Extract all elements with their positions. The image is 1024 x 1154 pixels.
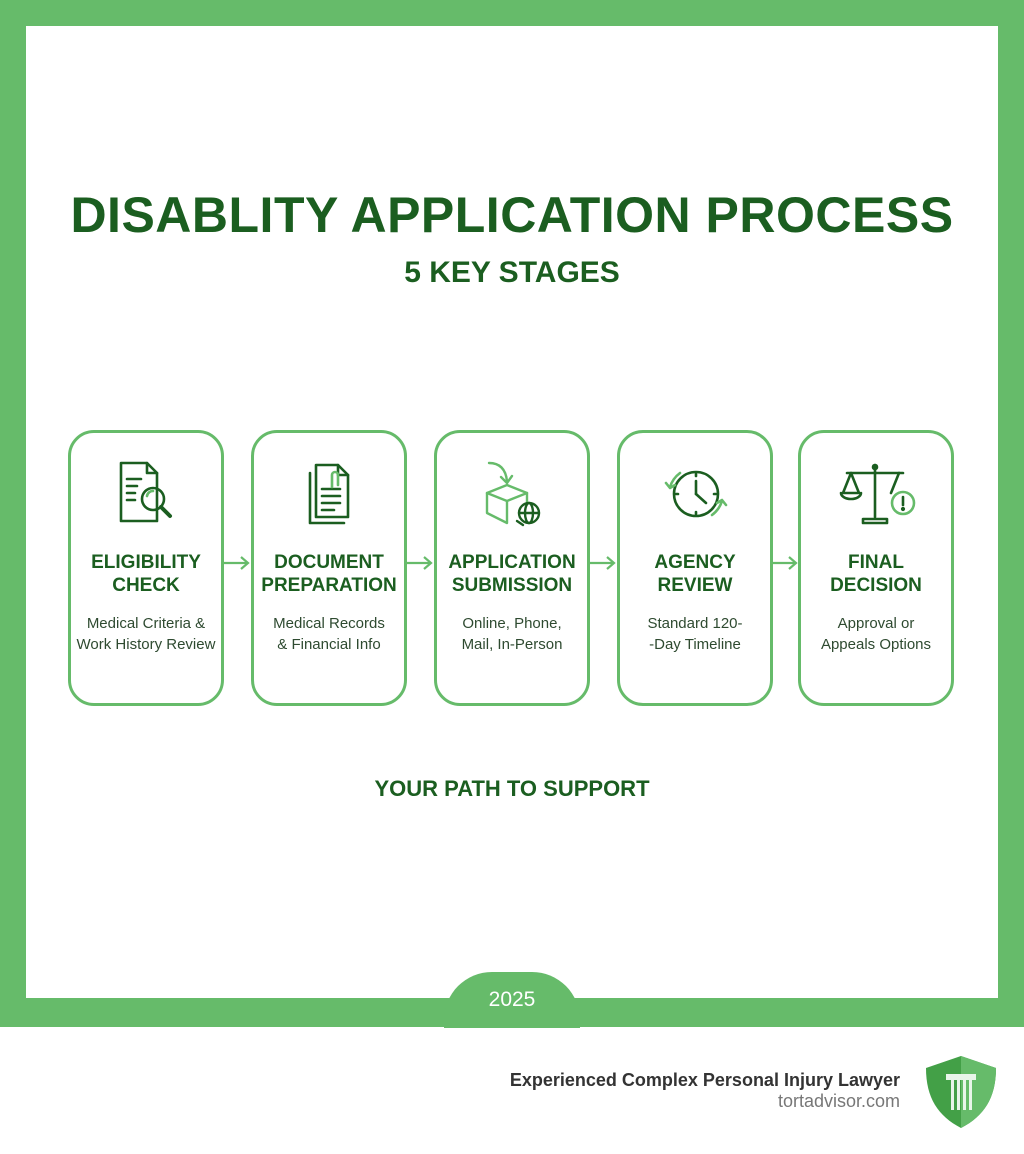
stage-description: Standard 120- -Day Timeline [647,615,743,653]
stage-card-eligibility [68,430,224,706]
tagline: YOUR PATH TO SUPPORT [374,776,650,801]
year-label: 2025 [488,988,536,1011]
footer-headline: Experienced Complex Personal Injury Lawyer [509,1070,900,1090]
scales-alert-icon [837,459,917,529]
stage-name: FINAL DECISION [830,552,922,596]
footer-site-link[interactable]: tortadvisor.com [777,1091,900,1111]
arrow-right-icon [222,555,250,571]
stage-card-submission [434,430,590,706]
stage-description: Medical Criteria & Work History Review [76,615,216,653]
document-magnifier-icon [107,459,187,529]
arrow-right-icon [588,555,616,571]
stage-card-review [617,430,773,706]
box-globe-arrow-icon [473,459,553,529]
page-title: DISABLITY APPLICATION PROCESS [70,187,954,243]
clock-cycle-icon [656,459,736,529]
stage-name: APPLICATION SUBMISSION [448,552,576,596]
arrow-right-icon [770,555,798,571]
page-subtitle: 5 KEY STAGES [404,256,620,289]
stage-description: Online, Phone, Mail, In-Person [461,615,563,653]
stage-description: Medical Records & Financial Info [273,615,385,653]
stage-card-document [251,430,407,706]
arrow-right-icon [405,555,433,571]
documents-paperclip-icon [290,459,370,529]
stage-name: ELIGIBILITY CHECK [91,552,201,596]
stage-description: Approval or Appeals Options [820,615,932,653]
stage-name: AGENCY REVIEW [654,552,736,596]
shield-pillar-logo-icon [922,1054,1000,1130]
stage-card-decision [798,430,954,706]
stage-name: DOCUMENT PREPARATION [261,552,397,596]
